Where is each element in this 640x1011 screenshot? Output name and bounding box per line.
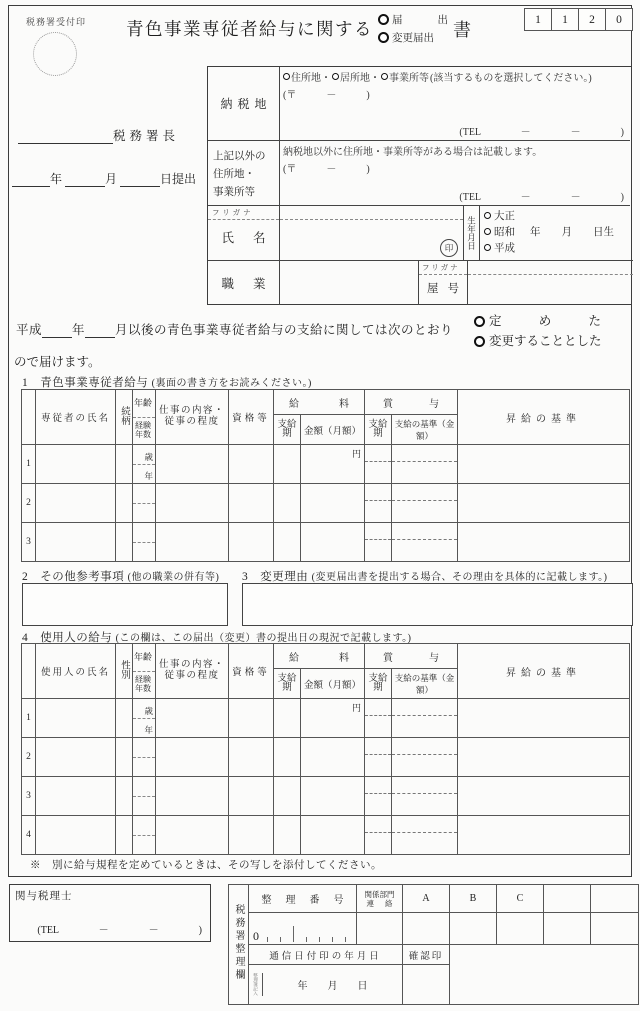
col-b-label: B xyxy=(450,885,497,913)
office-cell[interactable] xyxy=(591,913,639,945)
trade-name-field[interactable] xyxy=(468,261,633,305)
title-suffix: 書 xyxy=(453,19,471,40)
title-option-submit[interactable]: 届出 xyxy=(378,12,448,27)
office-use-table xyxy=(228,884,639,1005)
related-dept-label: 関係部門 連絡 xyxy=(357,885,403,913)
tax-office-suffix: 税務署長 xyxy=(113,129,180,143)
group-salary: 給料 xyxy=(274,390,365,415)
input-cell[interactable] xyxy=(301,523,365,562)
input-cell[interactable] xyxy=(458,484,630,523)
taxpayer-info-table xyxy=(207,66,632,305)
office-cell[interactable] xyxy=(591,885,639,913)
confirmation-seal-label: 確認印 xyxy=(403,945,450,965)
input-cell[interactable] xyxy=(274,523,301,562)
input-cell[interactable] xyxy=(229,816,274,855)
input-cell[interactable] xyxy=(458,699,630,738)
row-number: 2 xyxy=(22,484,36,523)
furigana-label: フリガナ xyxy=(208,206,279,220)
input-cell[interactable] xyxy=(229,777,274,816)
submission-date-line: 年 月 日提出 xyxy=(12,170,196,187)
form-code-boxes xyxy=(524,8,633,31)
age-cell[interactable] xyxy=(133,816,156,855)
era-option-heisei[interactable]: 平成 xyxy=(480,239,633,255)
input-cell[interactable] xyxy=(274,816,301,855)
age-cell[interactable] xyxy=(133,738,156,777)
input-cell[interactable] xyxy=(116,445,133,484)
furigana-label: フリガナ xyxy=(419,261,467,275)
day-blank[interactable] xyxy=(120,173,160,187)
name-field[interactable] xyxy=(280,206,464,261)
input-cell[interactable] xyxy=(274,699,301,738)
office-use-side-label: 税務署整理欄 xyxy=(229,885,249,1005)
col-payment-basis: 支給の基準（金額） xyxy=(392,415,458,445)
row-number: 1 xyxy=(22,699,36,738)
radio-icon[interactable] xyxy=(474,336,485,347)
radio-icon[interactable] xyxy=(381,73,388,80)
section2-title: 2 その他参考事項 (他の職業の併有等) xyxy=(22,571,220,583)
declaration-line1: 平成 年 月以後の青色事業専従者給与の支給に関しては次のとおり xyxy=(16,323,454,337)
row-number: 4 xyxy=(22,816,36,855)
era-option-showa[interactable]: 昭和 年 月 日生 xyxy=(480,223,633,239)
col-age-experience: 年齢 経験 年数 xyxy=(133,644,156,699)
input-cell[interactable] xyxy=(458,738,630,777)
input-cell[interactable] xyxy=(274,445,301,484)
amount-cell[interactable]: 円 xyxy=(301,699,365,738)
code-digit: 0 xyxy=(606,8,633,31)
occupation-field[interactable] xyxy=(280,261,419,305)
input-cell[interactable] xyxy=(392,523,458,562)
corner-cell xyxy=(22,390,36,445)
office-cell[interactable] xyxy=(544,913,591,945)
input-cell[interactable] xyxy=(116,738,133,777)
radio-icon[interactable] xyxy=(484,244,491,251)
reference-number-label: 整理番号 xyxy=(249,885,357,913)
corner-cell xyxy=(22,644,36,699)
tax-place-options: 住所地・ 居所地・ 事業所等 (該当するものを選択してください。) xyxy=(280,67,630,86)
input-cell[interactable] xyxy=(36,523,116,562)
office-cell[interactable] xyxy=(497,913,544,945)
col-c-label: C xyxy=(497,885,544,913)
form-title xyxy=(126,12,471,45)
date-placeholder: 年 月 日 xyxy=(297,981,368,992)
radio-icon[interactable] xyxy=(484,228,491,235)
input-cell[interactable] xyxy=(392,445,458,484)
input-cell[interactable] xyxy=(229,523,274,562)
group-bonus: 賞与 xyxy=(365,644,458,669)
input-cell[interactable] xyxy=(116,484,133,523)
input-cell[interactable] xyxy=(156,816,229,855)
age-cell[interactable]: 歳 年 xyxy=(133,445,156,484)
change-reason-box[interactable] xyxy=(242,583,633,626)
section1-title: 1 青色事業専従者給与 (裏面の書き方をお読みください。) xyxy=(22,377,312,389)
office-cell[interactable] xyxy=(450,945,639,1005)
input-cell[interactable] xyxy=(116,523,133,562)
col-a-label: A xyxy=(403,885,450,913)
reference-number-field[interactable]: 0 xyxy=(249,913,357,945)
office-cell[interactable] xyxy=(403,913,450,945)
input-cell[interactable] xyxy=(274,484,301,523)
era-option-taisho[interactable]: 大正 xyxy=(480,206,633,223)
input-cell[interactable] xyxy=(36,484,116,523)
tax-office-name-blank[interactable] xyxy=(18,130,113,144)
title-prefix: 青色事業専従者給与に関する xyxy=(126,19,373,39)
radio-icon[interactable] xyxy=(283,73,290,80)
amount-cell[interactable]: 円 xyxy=(301,445,365,484)
furigana-divider xyxy=(280,219,463,220)
month-blank[interactable] xyxy=(65,173,105,187)
col-pay-period: 支給期 xyxy=(365,669,392,699)
illegible-vertical-label: 整理簿記入 xyxy=(249,973,263,996)
age-cell[interactable] xyxy=(133,523,156,562)
tax-accountant-label: 関与税理士 xyxy=(15,891,73,902)
tax-place-note: (該当するものを選択してください。) xyxy=(430,73,592,84)
input-cell[interactable] xyxy=(229,484,274,523)
year-blank[interactable] xyxy=(12,173,50,187)
radio-icon[interactable] xyxy=(474,316,485,327)
tel-field[interactable]: (TEL － － ) xyxy=(459,192,624,203)
col-qualifications: 資格等 xyxy=(229,644,274,699)
code-digit: 2 xyxy=(579,8,606,31)
row-number: 1 xyxy=(22,445,36,484)
code-digit: 1 xyxy=(552,8,579,31)
group-bonus: 賞与 xyxy=(365,390,458,415)
input-cell[interactable] xyxy=(274,777,301,816)
input-cell[interactable] xyxy=(365,777,392,816)
input-cell[interactable] xyxy=(36,445,116,484)
row-number: 3 xyxy=(22,523,36,562)
radio-icon[interactable] xyxy=(332,73,339,80)
birthdate-field[interactable] xyxy=(480,206,633,261)
input-cell[interactable] xyxy=(156,738,229,777)
input-cell[interactable] xyxy=(392,738,458,777)
col-pay-period: 支給期 xyxy=(274,415,301,445)
tax-accountant-box[interactable] xyxy=(9,884,211,942)
other-address-field[interactable] xyxy=(280,141,630,206)
input-cell[interactable] xyxy=(116,777,133,816)
input-cell[interactable] xyxy=(229,445,274,484)
input-cell[interactable] xyxy=(229,699,274,738)
option-change[interactable]: 変更することとした xyxy=(474,331,602,351)
era-year-blank[interactable] xyxy=(42,324,72,338)
input-cell[interactable] xyxy=(365,816,392,855)
col-age-experience: 年齢 経験 年数 xyxy=(133,390,156,445)
col-pay-period: 支給期 xyxy=(274,669,301,699)
office-cell[interactable] xyxy=(450,913,497,945)
col-gender: 性別 xyxy=(116,644,133,699)
input-cell[interactable] xyxy=(392,816,458,855)
trade-name-label-cell: フリガナ 屋号 xyxy=(419,261,468,305)
input-cell[interactable] xyxy=(365,445,392,484)
row-number: 3 xyxy=(22,777,36,816)
radio-icon[interactable] xyxy=(378,14,389,25)
receipt-stamp-circle xyxy=(33,32,77,76)
input-cell[interactable] xyxy=(36,816,116,855)
col-amount-monthly: 金額（月額） xyxy=(301,669,365,699)
row-number: 2 xyxy=(22,738,36,777)
age-cell[interactable] xyxy=(133,777,156,816)
input-cell[interactable] xyxy=(301,777,365,816)
input-cell[interactable] xyxy=(365,523,392,562)
input-cell[interactable] xyxy=(458,445,630,484)
input-cell[interactable] xyxy=(365,484,392,523)
postal-code-field[interactable]: (〒 － ) xyxy=(283,90,370,101)
tel-field[interactable]: (TEL － － ) xyxy=(459,127,624,138)
input-cell[interactable] xyxy=(116,816,133,855)
group-salary: 給料 xyxy=(274,644,365,669)
col-amount-monthly: 金額（月額） xyxy=(301,415,365,445)
input-cell[interactable] xyxy=(301,484,365,523)
input-cell[interactable] xyxy=(229,738,274,777)
tax-place-field[interactable] xyxy=(280,67,630,141)
col-pay-period: 支給期 xyxy=(365,415,392,445)
name-label-cell: フリガナ 氏名 xyxy=(208,206,280,261)
postmark-date-field[interactable] xyxy=(249,965,403,1005)
other-address-label: 上記以外の 住所地・ 事業所等 xyxy=(208,141,280,206)
input-cell[interactable] xyxy=(156,699,229,738)
input-cell[interactable] xyxy=(392,699,458,738)
declaration-options xyxy=(474,311,602,351)
confirmation-seal-field[interactable] xyxy=(403,965,450,1005)
other-reference-box[interactable] xyxy=(22,583,228,626)
tax-place-label: 納税地 xyxy=(208,67,280,141)
col-raise-criteria: 昇給の基準 xyxy=(458,390,630,445)
furigana-divider xyxy=(468,274,633,275)
col-raise-criteria: 昇給の基準 xyxy=(458,644,630,699)
section4-title: 4 使用人の給与 (この欄は、この届出（変更）書の提出日の現況で記載します。) xyxy=(22,632,412,644)
input-cell[interactable] xyxy=(116,699,133,738)
col-work-description: 仕事の内容・ 従事の程度 xyxy=(156,644,229,699)
input-cell[interactable] xyxy=(365,699,392,738)
regular-employee-salary-table xyxy=(21,643,630,855)
radio-icon[interactable] xyxy=(378,32,389,43)
age-cell[interactable]: 歳 年 xyxy=(133,699,156,738)
office-cell[interactable] xyxy=(544,885,591,913)
birthdate-label: 生年月日 xyxy=(464,206,480,261)
input-cell[interactable] xyxy=(365,738,392,777)
input-cell[interactable] xyxy=(458,523,630,562)
postal-code-field[interactable]: (〒 － ) xyxy=(283,164,370,175)
tel-field[interactable]: (TEL － － ) xyxy=(37,925,202,936)
employee-salary-table xyxy=(21,389,630,562)
postmark-date-label: 通信日付印の年月日 xyxy=(249,945,403,965)
receipt-stamp-label: 税務署受付印 xyxy=(26,17,87,27)
input-cell[interactable] xyxy=(156,523,229,562)
other-address-note: 納税地以外に住所地・事業所等がある場合は記載します。 xyxy=(283,147,543,158)
attachment-footnote: ※ 別に給与規程を定めているときは、その写しを添付してください。 xyxy=(30,860,382,871)
title-option-change[interactable]: 変更届出 xyxy=(378,30,448,45)
input-cell[interactable] xyxy=(458,777,630,816)
col-employee-name: 専従者の氏名 xyxy=(36,390,116,445)
input-cell[interactable] xyxy=(274,738,301,777)
seal-mark: 印 xyxy=(440,239,458,257)
input-cell[interactable] xyxy=(301,738,365,777)
code-digit: 1 xyxy=(524,8,552,31)
tax-office-line xyxy=(18,126,179,144)
col-work-description: 仕事の内容・ 従事の程度 xyxy=(156,390,229,445)
input-cell[interactable] xyxy=(36,699,116,738)
option-set[interactable]: 定めた xyxy=(474,311,602,331)
section3-title: 3 変更理由 (変更届出書を提出する場合、その理由を具体的に記載します。) xyxy=(242,571,608,583)
input-cell[interactable] xyxy=(36,777,116,816)
input-cell[interactable] xyxy=(36,738,116,777)
office-cell[interactable] xyxy=(357,913,403,945)
col-employee-name: 使用人の氏名 xyxy=(36,644,116,699)
input-cell[interactable] xyxy=(458,816,630,855)
input-cell[interactable] xyxy=(301,816,365,855)
input-cell[interactable] xyxy=(392,484,458,523)
input-cell[interactable] xyxy=(156,484,229,523)
age-cell[interactable] xyxy=(133,484,156,523)
input-cell[interactable] xyxy=(156,777,229,816)
occupation-label: 職業 xyxy=(208,261,280,305)
birthdate-suffix: 年 月 日生 xyxy=(530,227,614,238)
input-cell[interactable] xyxy=(156,445,229,484)
col-qualifications: 資格等 xyxy=(229,390,274,445)
era-month-blank[interactable] xyxy=(85,324,115,338)
radio-icon[interactable] xyxy=(484,212,491,219)
col-relationship: 続柄 xyxy=(116,390,133,445)
input-cell[interactable] xyxy=(392,777,458,816)
col-payment-basis: 支給の基準（金額） xyxy=(392,669,458,699)
declaration-line2: ので届けます。 xyxy=(14,355,101,369)
